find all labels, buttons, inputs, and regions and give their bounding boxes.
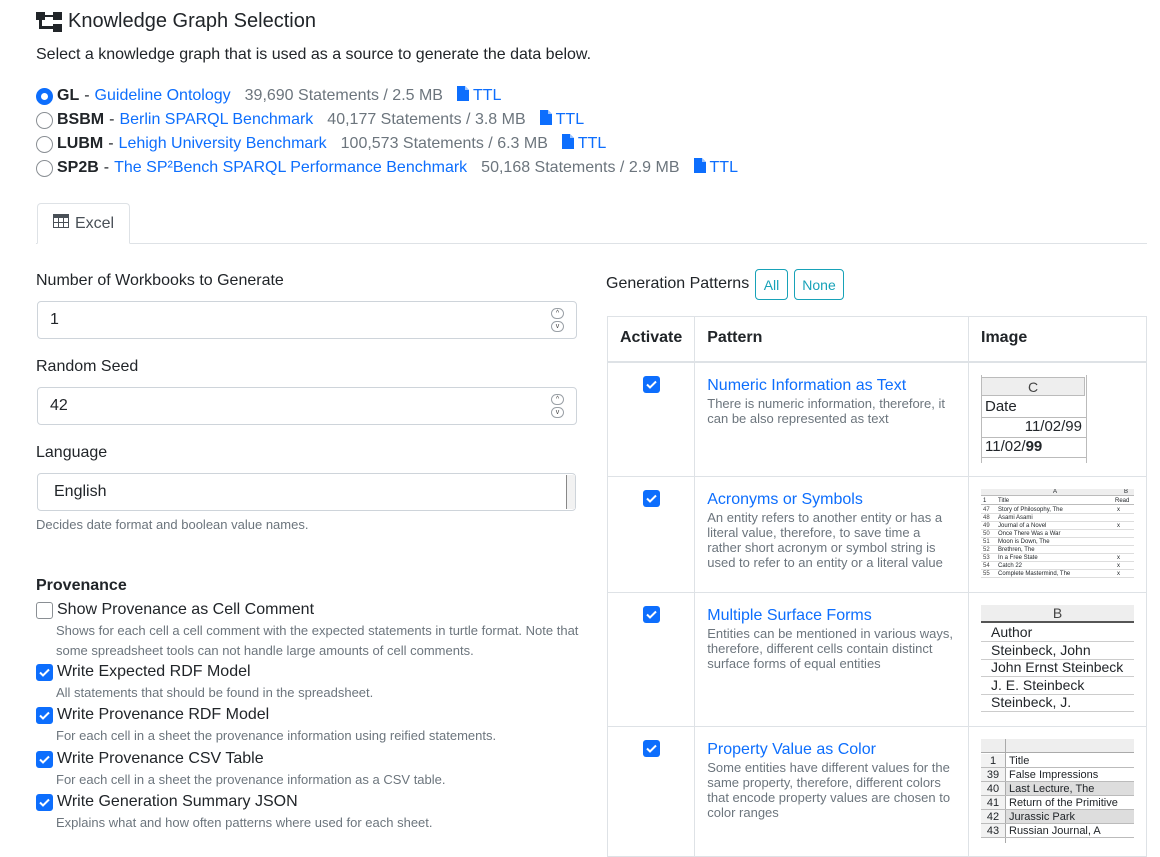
- select-scrollbar[interactable]: [566, 475, 575, 509]
- provenance-option-help: Explains what and how often patterns where used for each sheet.: [56, 815, 433, 830]
- thumb-text: 42: [981, 810, 1005, 823]
- select-none-button[interactable]: None: [794, 269, 844, 300]
- thumb-text: 39: [981, 768, 1005, 781]
- thumb-text: x: [1117, 571, 1120, 577]
- provenance-option[interactable]: [36, 793, 298, 811]
- activate-checkbox[interactable]: [643, 606, 660, 623]
- column-header-image: Image: [969, 317, 1147, 362]
- pattern-image: [981, 605, 1134, 713]
- thumb-text: x: [1117, 507, 1120, 513]
- pattern-row: [608, 477, 1147, 593]
- image-cell: [969, 477, 1147, 593]
- provenance-option-label: Write Provenance CSV Table: [57, 750, 264, 767]
- language-label: Language: [36, 444, 108, 461]
- kg-separator: -: [103, 159, 110, 176]
- patterns-table: [607, 316, 1147, 857]
- file-icon: [562, 134, 574, 154]
- activate-cell: [608, 477, 695, 593]
- stepper-up-icon[interactable]: ^: [551, 394, 564, 405]
- thumb-text: Steinbeck, J.: [991, 694, 1072, 710]
- pattern-cell: [695, 477, 969, 593]
- workbooks-label: Number of Workbooks to Generate: [36, 272, 284, 289]
- kg-separator: -: [108, 135, 114, 152]
- language-value: English: [54, 483, 107, 500]
- ttl-download-link[interactable]: [540, 110, 584, 130]
- kg-code: LUBM: [57, 135, 104, 152]
- kg-option-lubm[interactable]: [36, 134, 606, 154]
- seed-label: Random Seed: [36, 358, 139, 375]
- thumb-text: 47: [983, 507, 990, 513]
- pattern-image: [981, 375, 1134, 465]
- provenance-checkbox[interactable]: [36, 602, 53, 619]
- file-icon: [540, 110, 552, 130]
- thumb-text: Catch 22: [998, 563, 1023, 569]
- image-cell: [969, 362, 1147, 477]
- file-icon: [694, 158, 706, 178]
- provenance-checkbox[interactable]: [36, 794, 53, 811]
- provenance-checkbox[interactable]: [36, 707, 53, 724]
- kg-stats: 50,168 Statements / 2.9 MB: [481, 159, 680, 176]
- kg-option-bsbm[interactable]: [36, 110, 584, 130]
- thumb-text: 1: [981, 754, 1005, 767]
- pattern-row: [608, 362, 1147, 477]
- kg-separator: -: [84, 87, 90, 104]
- activate-cell: [608, 727, 695, 857]
- stepper-down-icon[interactable]: v: [551, 407, 564, 418]
- ttl-label: TTL: [472, 87, 502, 104]
- kg-stats: 100,573 Statements / 6.3 MB: [340, 135, 548, 152]
- thumb-text: Russian Journal, A: [1006, 824, 1134, 837]
- thumb-text: Complete Mastermind, The: [998, 571, 1071, 577]
- thumb-text: Jurassic Park: [1006, 810, 1134, 823]
- pattern-row: [608, 727, 1147, 857]
- kg-radio[interactable]: [36, 160, 53, 177]
- pattern-description: There is numeric information, therefore, it can be also represented as text: [707, 395, 945, 426]
- pattern-image: [981, 739, 1134, 843]
- kg-name-link[interactable]: Lehigh University Benchmark: [118, 135, 327, 152]
- thumb-text: 41: [981, 796, 1005, 809]
- provenance-option[interactable]: [36, 750, 264, 768]
- activate-checkbox[interactable]: [643, 740, 660, 757]
- thumb-text: Asami Asami: [998, 515, 1033, 521]
- thumb-text: x: [1117, 523, 1120, 529]
- activate-cell: [608, 362, 695, 477]
- kg-code: GL: [57, 87, 80, 104]
- thumb-text: x: [1117, 555, 1120, 561]
- image-cell: [969, 727, 1147, 857]
- pattern-name-link[interactable]: Property Value as Color: [707, 741, 876, 758]
- thumb-text: 53: [983, 555, 990, 561]
- language-select[interactable]: [37, 473, 576, 511]
- workbooks-stepper[interactable]: [551, 308, 564, 332]
- provenance-option-label: Write Provenance RDF Model: [57, 706, 270, 723]
- thumb-text: x: [1117, 563, 1120, 569]
- thumb-text: 11/02/99: [1024, 417, 1082, 435]
- thumb-text: Return of the Primitive: [1006, 796, 1134, 809]
- ttl-label: TTL: [709, 159, 738, 176]
- thumb-text: 49: [983, 523, 990, 529]
- activate-cell: [608, 593, 695, 727]
- pattern-description: Entities can be mentioned in various ways, therefore, different cells contain distinct surface forms of equal entities: [707, 626, 953, 671]
- thumb-text: Story of Philosophy, The: [998, 507, 1063, 513]
- workbooks-value: 1: [50, 311, 59, 328]
- thumb-text: 11/02/: [985, 437, 1026, 455]
- workbooks-input[interactable]: [37, 301, 577, 339]
- page-title-text: Knowledge Graph Selection: [68, 10, 316, 32]
- thumb-text: Once There Was a War: [998, 531, 1061, 537]
- thumb-text: Steinbeck, John: [991, 641, 1091, 658]
- thumb-text: Brethren, The: [998, 547, 1035, 553]
- ttl-label: TTL: [555, 111, 585, 128]
- ttl-label: TTL: [577, 135, 607, 152]
- thumb-text: Title: [998, 498, 1010, 504]
- thumb-text: 55: [983, 571, 990, 577]
- ttl-download-link[interactable]: [457, 86, 501, 106]
- column-header-activate: Activate: [608, 317, 695, 362]
- provenance-option-help: For each cell in a sheet the provenance information as a CSV table.: [56, 772, 446, 787]
- thumb-text: 52: [983, 547, 990, 553]
- generation-patterns-label: Generation Patterns: [606, 275, 750, 292]
- thumb-col-header: B: [981, 605, 1134, 623]
- kg-radio[interactable]: [36, 136, 53, 153]
- stepper-down-icon[interactable]: v: [551, 321, 564, 332]
- thumb-text: 54: [983, 563, 990, 569]
- pattern-image: A B 1 Title Read 47 Story of Philosophy, The x 48 Asami Asami 49 Journal of a Novel x 50 Once There Was a War 51 Moon is Down, The 52 Brethren, The 53 In a Free State x 54 Catch 22 x 55 Complete Mastermind, The x: [981, 489, 1134, 579]
- provenance-option-label: Write Generation Summary JSON: [57, 793, 298, 810]
- thumb-text: 43: [981, 824, 1005, 837]
- sitemap-icon: [36, 12, 62, 32]
- kg-code: BSBM: [57, 111, 105, 128]
- thumb-text: John Ernst Steinbeck: [991, 659, 1124, 675]
- thumb-text: Date: [985, 397, 1017, 415]
- seed-input[interactable]: [37, 387, 577, 425]
- activate-checkbox[interactable]: [643, 490, 660, 507]
- kg-code: SP2B: [57, 159, 99, 176]
- kg-radio[interactable]: [36, 88, 53, 105]
- provenance-option-label: Write Expected RDF Model: [57, 663, 251, 680]
- provenance-title: Provenance: [36, 577, 127, 594]
- thumb-text: Read: [1115, 498, 1130, 504]
- provenance-option-help: All statements that should be found in the spreadsheet.: [56, 685, 374, 700]
- thumb-text: Title: [1006, 754, 1134, 767]
- kg-stats: 40,177 Statements / 3.8 MB: [327, 111, 526, 128]
- select-all-button[interactable]: All: [755, 269, 788, 300]
- kg-option-gl[interactable]: [36, 86, 501, 106]
- kg-radio[interactable]: [36, 112, 53, 129]
- pattern-description: Some entities have different values for the same property, therefore, different colors that encode property values are chosen to color ranges: [707, 760, 951, 820]
- thumb-text: False Impressions: [1006, 768, 1134, 781]
- provenance-checkbox[interactable]: [36, 751, 53, 768]
- thumb-text: Moon is Down, The: [998, 539, 1050, 545]
- pattern-name-link[interactable]: Numeric Information as Text: [707, 376, 907, 394]
- seed-stepper[interactable]: [551, 394, 564, 418]
- lead-text: Select a knowledge graph that is used as a source to generate the data below.: [36, 46, 592, 63]
- pattern-cell: [695, 593, 969, 727]
- thumb-text: In a Free State: [998, 555, 1038, 561]
- kg-name-link[interactable]: The SP²Bench SPARQL Performance Benchmark: [114, 159, 468, 176]
- provenance-option-help: For each cell in a sheet the provenance information using reified statements.: [56, 728, 497, 743]
- activate-checkbox[interactable]: [643, 376, 660, 393]
- kg-stats: 39,690 Statements / 2.5 MB: [244, 87, 443, 104]
- kg-separator: -: [109, 111, 115, 128]
- thumb-col-header: C: [981, 377, 1085, 396]
- pattern-row: [608, 593, 1147, 727]
- tab-excel-label: Excel: [74, 214, 115, 232]
- ttl-download-link[interactable]: [694, 158, 738, 178]
- kg-name-link[interactable]: Guideline Ontology: [94, 87, 231, 104]
- thumb-col-header: A: [1053, 489, 1058, 495]
- seed-value: 42: [50, 397, 68, 414]
- thumb-text: Journal of a Novel: [998, 523, 1047, 529]
- thumb-text: 50: [983, 531, 990, 537]
- pattern-cell: [695, 362, 969, 477]
- pattern-cell: [695, 727, 969, 857]
- pattern-name-link[interactable]: Multiple Surface Forms: [707, 607, 872, 624]
- provenance-option[interactable]: [36, 663, 251, 681]
- kg-option-sp2b[interactable]: [36, 158, 738, 178]
- column-header-pattern: Pattern: [695, 317, 969, 362]
- provenance-option-label: Show Provenance as Cell Comment: [57, 601, 315, 618]
- table-icon: [53, 214, 69, 233]
- tab-excel[interactable]: [37, 203, 130, 244]
- thumb-text: 99: [1025, 437, 1043, 455]
- thumb-text: 51: [983, 539, 990, 545]
- thumb-text: Author: [991, 624, 1033, 640]
- thumb-text: J. E. Steinbeck: [991, 676, 1085, 693]
- stepper-up-icon[interactable]: ^: [551, 308, 564, 319]
- provenance-checkbox[interactable]: [36, 664, 53, 681]
- page-title: [36, 10, 316, 33]
- ttl-download-link[interactable]: [562, 134, 606, 154]
- pattern-description: An entity refers to another entity or has a literal value, therefore, to save time a rather short acronym or symbol string is used to refer to an entity or a literal value: [707, 510, 943, 570]
- provenance-option-help: Shows for each cell a cell comment with the expected statements in turtle format. Note that some spreadsheet tools can not handle large amounts of cell comments.: [56, 623, 579, 658]
- thumb-text: 48: [983, 515, 990, 521]
- language-help: Decides date format and boolean value names.: [36, 517, 309, 532]
- kg-name-link[interactable]: Berlin SPARQL Benchmark: [119, 111, 314, 128]
- tab-bar: [36, 243, 1147, 244]
- image-cell: [969, 593, 1147, 727]
- thumb-text: 40: [981, 782, 1005, 795]
- pattern-name-link[interactable]: Acronyms or Symbols: [707, 491, 863, 508]
- file-icon: [457, 86, 469, 106]
- provenance-option[interactable]: [36, 601, 314, 619]
- provenance-option[interactable]: [36, 706, 269, 724]
- thumb-text: Last Lecture, The: [1006, 782, 1134, 795]
- thumb-col-header: B: [1124, 489, 1129, 495]
